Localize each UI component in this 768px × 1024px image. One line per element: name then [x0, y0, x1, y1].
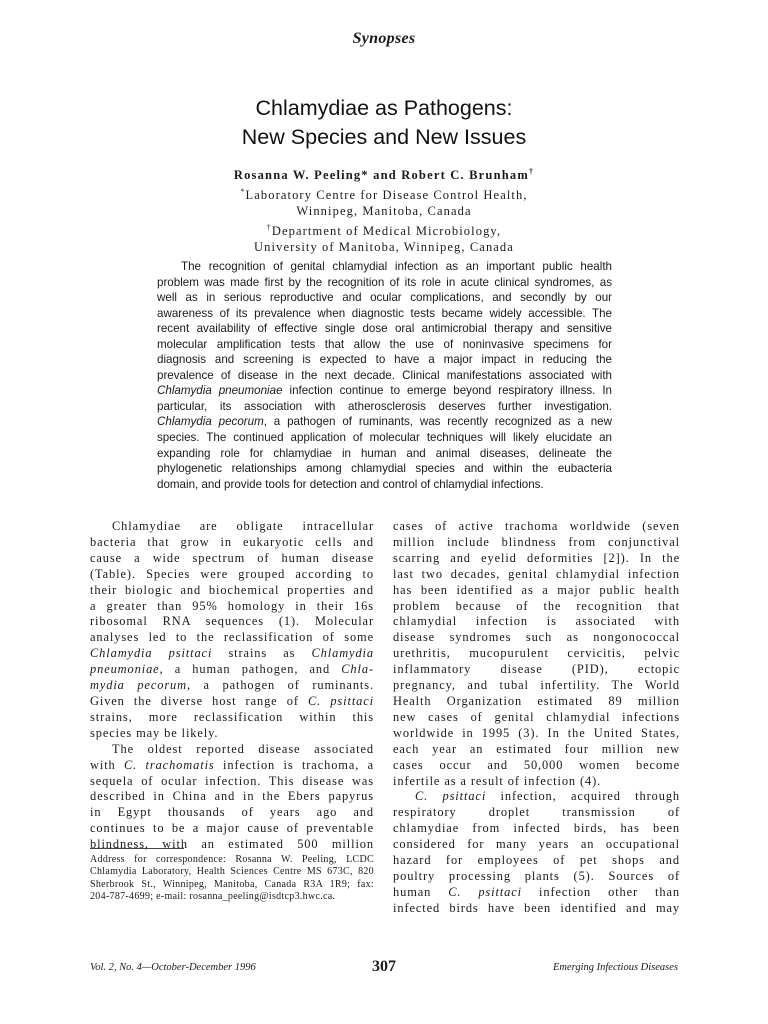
abstract-line: The recognition of genital chlamydial infection as an important public health [181, 260, 612, 273]
body-line: Given the diverse host range of C. psittaci [90, 693, 375, 708]
body-line: a greater than 95% homology in their 16s [90, 598, 374, 613]
abstract-line: Chlamydia pecorum, a pathogen of ruminants, was recently recognized as a new [157, 415, 612, 429]
body-line: strains, more reclassification within this [90, 709, 374, 724]
body-line: their biologic and biochemical properties and [90, 582, 374, 597]
body-line: The oldest reported disease associated [112, 741, 374, 756]
abstract-line: domain, and provide tools for detection and control of chlamydial infections. [157, 477, 544, 491]
body-line: infertile as a result of infection (4). [393, 773, 602, 788]
body-line: has been identified as a major public health [393, 582, 680, 597]
title-line-2: New Species and New Issues [241, 125, 527, 149]
body-line: considered for many years an occupational [393, 837, 680, 852]
body-line: urethritis, mucopurulent cervicitis, pelvic [393, 646, 680, 661]
abstract-line: molecular amplification tests that allow the use of noninvasive specimens for [157, 337, 612, 351]
body-line: hazard for employees of pet shops and [393, 853, 680, 868]
body-line: blindness, with an estimated 500 million [90, 837, 374, 852]
body-line: Chlamydiae are obligate intracellular [112, 519, 374, 533]
body-line: new cases of genital chlamydial infections [393, 709, 680, 724]
abstract-line: diagnosis and screening is expected to have a major impact in reducing the [157, 353, 612, 367]
footnote-divider [90, 848, 184, 849]
address-line: Chlamydia Laboratory, Health Sciences Centre MS 673C, 820 [90, 866, 374, 878]
body-line: last two decades, genital chlamydial infection [393, 566, 680, 581]
body-line: species may be likely. [90, 725, 219, 740]
body-line: sequela of ocular infection. This disease was [90, 773, 374, 788]
body-line: cases of active trachoma worldwide (seven [393, 519, 680, 533]
page-number: 307 [372, 958, 396, 975]
abstract-line: species. The continued application of molecular techniques will likely elucidate an [157, 431, 612, 445]
body-line: cause a wide spectrum of human disease [90, 550, 374, 565]
body-line: each year an estimated four million new [393, 741, 680, 756]
section-label: Synopses [352, 30, 416, 47]
right-column [393, 519, 680, 917]
title-line-1: Chlamydiae as Pathogens: [255, 96, 513, 120]
body-line: poultry processing plants (5). Sources of [393, 868, 680, 883]
abstract-line: awareness of its prevalence when diagnostic tests became widely accessible. The [157, 306, 612, 320]
abstract-line: particular, its association with atherosclerosis deserves further investigation. [157, 399, 612, 413]
body-line: bacteria that grow in eukaryotic cells and [90, 534, 374, 549]
address-line: Sherbrook St., Winnipeg, Manitoba, Canada R3A 1R9; fax: [90, 878, 374, 890]
body-line: disease syndromes such as nongonococcal [393, 630, 680, 645]
body-line: in Egypt thousands of years ago and [90, 805, 374, 820]
address-line: 204-787-4699; e-mail: rosanna_peeling@isdtcp3.hwc.ca. [90, 891, 336, 903]
affiliation-2: †Department of Medical Microbiology, [266, 222, 502, 238]
footer-journal: Emerging Infectious Diseases [552, 962, 678, 973]
abstract-line: Chlamydia pneumoniae infection continue to emerge beyond respiratory illness. In [157, 384, 613, 398]
abstract-line: problem was made first by the recognition of its role in acute clinical syndromes, as [157, 275, 612, 289]
affiliation-2-city: University of Manitoba, Winnipeg, Canada [254, 240, 514, 255]
body-line: problem because of the recognition that [393, 598, 680, 613]
body-line: human C. psittaci infection other than [393, 884, 680, 899]
body-line: worldwide in 1995 (3). In the United States, [393, 725, 680, 740]
body-line: infected birds have been identified and may [393, 900, 680, 915]
article-title [0, 94, 768, 152]
body-line: million include blindness from conjunctival [393, 534, 680, 549]
abstract-line: well as in serious reproductive and ocular complications, and secondly by our [157, 291, 612, 305]
body-line: analyses led to the reclassification of some [90, 630, 374, 645]
body-line: mydia pecorum, a pathogen of ruminants. [90, 678, 374, 693]
abstract-line: recent availability of effective single dose oral antimicrobial therapy and sensitive [157, 322, 612, 336]
abstract [157, 259, 612, 492]
body-line: pneumoniae, a human pathogen, and Chla- [90, 662, 374, 677]
author-block [0, 164, 768, 256]
body-line: Chlamydia psittaci strains as Chlamydia [90, 646, 374, 661]
footer-volume: Vol. 2, No. 4—October-December 1996 [90, 962, 256, 973]
body-line: (Table). Species were grouped according to [90, 566, 374, 581]
affiliation-1-city: Winnipeg, Manitoba, Canada [296, 204, 472, 219]
body-line: Health Organization estimated 89 million [393, 693, 680, 708]
abstract-line: prevalence of disease in the next decade. Clinical manifestations associated with [157, 368, 612, 382]
body-line: respiratory droplet transmission of [393, 805, 680, 820]
affiliation-1: *Laboratory Centre for Disease Control Health, [240, 186, 528, 202]
abstract-line: expanding role for chlamydiae in human and animal diseases, delineate the [157, 446, 612, 460]
body-line: described in China and in the Ebers papyrus [90, 789, 374, 804]
body-line: continues to be a major cause of preventable [90, 821, 374, 836]
body-line: pregnancy, and tubal infertility. The World [393, 678, 680, 693]
body-line: cases occur and 50,000 women become [393, 757, 680, 772]
body-line: chlamydiae from infected birds, has been [393, 821, 680, 836]
author-names: Rosanna W. Peeling* and Robert C. Brunham† [233, 167, 535, 183]
body-line: scarring and eyelid deformities [2]). In the [393, 550, 680, 565]
body-line: inflammatory disease (PID), ectopic [393, 662, 680, 677]
body-line: chlamydial infection is associated with [393, 614, 680, 629]
body-line: with C. trachomatis infection is trachoma, a [90, 757, 374, 772]
left-column [90, 519, 374, 853]
body-line: C. psittaci infection, acquired through [415, 789, 681, 804]
abstract-line: phylogenetic relationships among chlamydial species and within the eubacteria [157, 462, 612, 476]
body-line: ribosomal RNA sequences (1). Molecular [90, 614, 374, 629]
correspondence-address [90, 854, 374, 904]
address-line: Address for correspondence: Rosanna W. Peeling, LCDC [90, 854, 374, 865]
